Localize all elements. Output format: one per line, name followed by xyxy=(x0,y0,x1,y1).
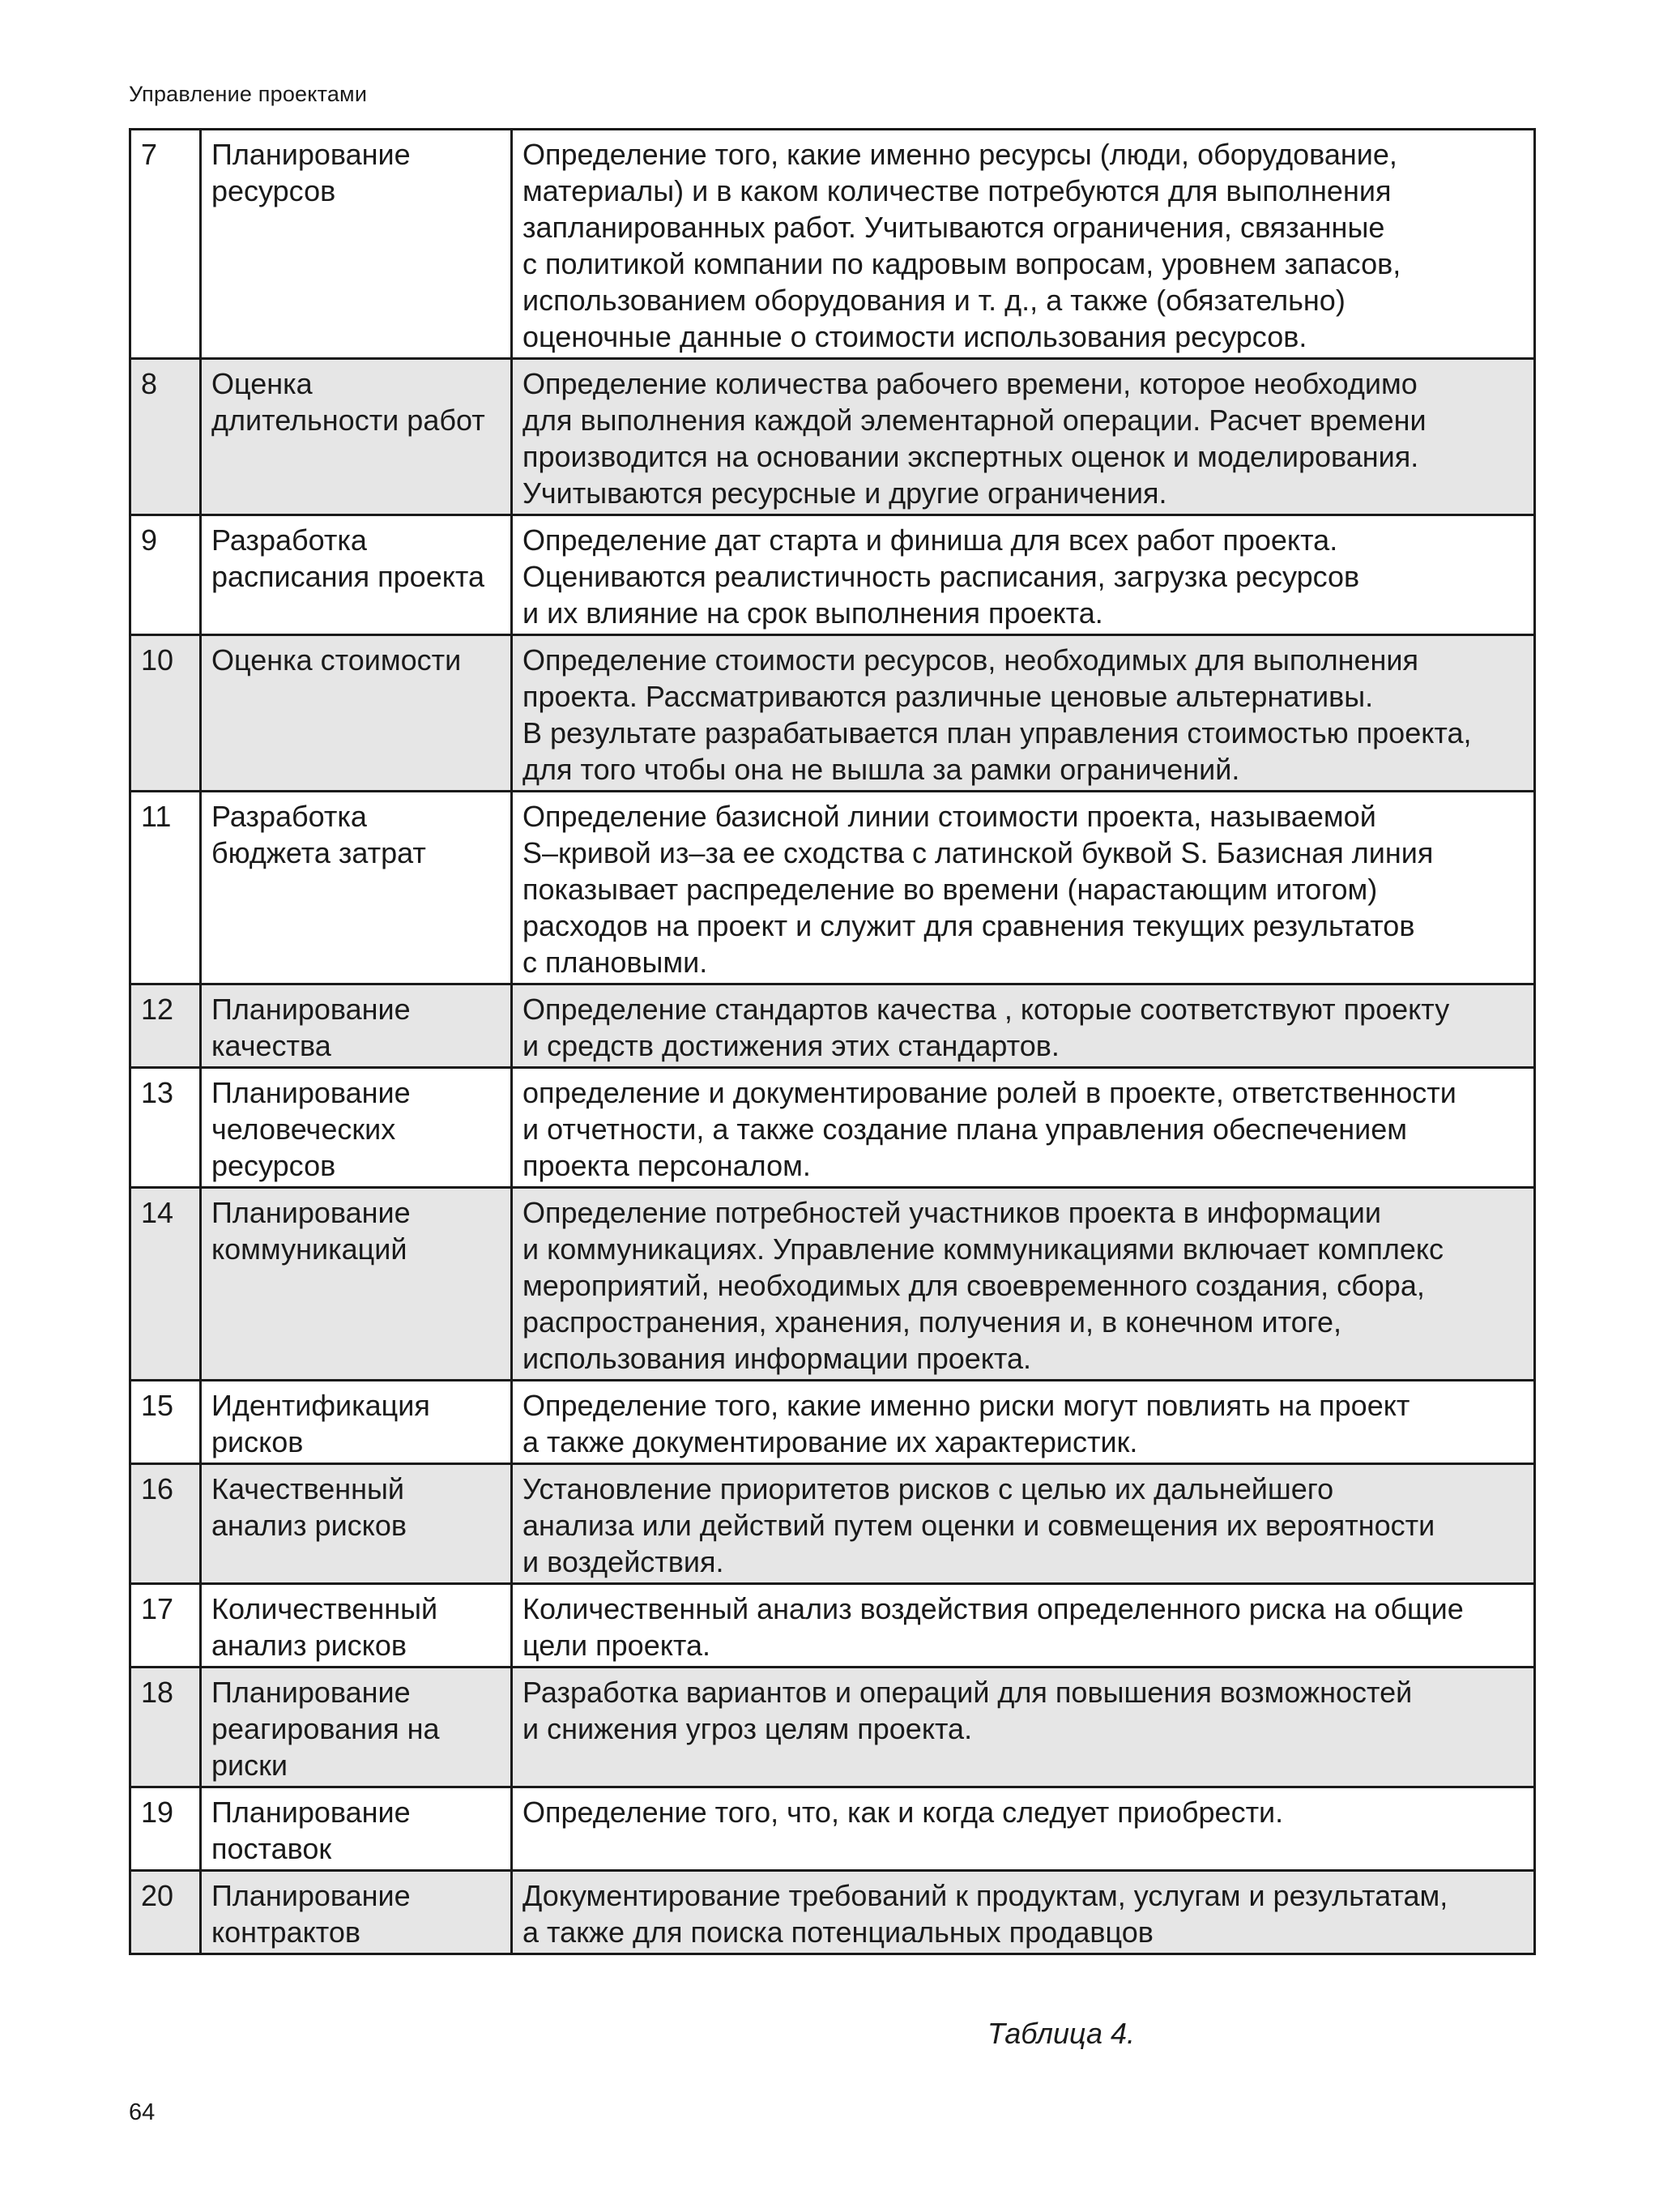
row-number-cell: 12 xyxy=(130,984,201,1068)
process-description-cell: Количественный анализ воздействия определенного риска на общие цели проекта. xyxy=(512,1584,1535,1668)
row-number-cell: 15 xyxy=(130,1381,201,1464)
table-row xyxy=(130,1381,1535,1464)
table-row xyxy=(130,1188,1535,1381)
process-description-cell: Определение того, какие именно ресурсы (люди, оборудование, материалы) и в каком количестве потребуются для выполнения запланированных работ. Учитываются ограничения, связанные с политикой компании по кадровым вопросам, уровнем запасов, использованием оборудования и т. д., а также (обязательно) оценочные данные о стоимости использования ресурсов. xyxy=(512,130,1535,359)
row-number-cell: 19 xyxy=(130,1787,201,1871)
page-number: 64 xyxy=(129,2099,156,2125)
process-name-cell: Разработка бюджета затрат xyxy=(201,792,512,984)
row-number-cell: 10 xyxy=(130,635,201,792)
row-number-cell: 16 xyxy=(130,1464,201,1584)
table-row xyxy=(130,1068,1535,1188)
process-description-cell: Определение потребностей участников проекта в информации и коммуникациях. Управление коммуникациями включает комплекс мероприятий, необходимых для своевременного создания, сбора, распространения, хранения, получения и, в конечном итоге, использования информации проекта. xyxy=(512,1188,1535,1381)
table-row xyxy=(130,359,1535,515)
row-number-cell: 18 xyxy=(130,1668,201,1787)
process-name-cell: Планирование коммуникаций xyxy=(201,1188,512,1381)
process-name-cell: Планирование качества xyxy=(201,984,512,1068)
table-row xyxy=(130,1787,1535,1871)
row-number-cell: 17 xyxy=(130,1584,201,1668)
process-name-cell: Планирование ресурсов xyxy=(201,130,512,359)
process-description-cell: Определение дат старта и финиша для всех работ проекта. Оцениваются реалистичность расписания, загрузка ресурсов и их влияние на срок выполнения проекта. xyxy=(512,515,1535,635)
row-number-cell: 14 xyxy=(130,1188,201,1381)
process-table-body xyxy=(130,130,1535,1954)
process-name-cell: Планирование поставок xyxy=(201,1787,512,1871)
running-header: Управление проектами xyxy=(129,82,368,106)
process-description-cell: Определение стандартов качества , которые соответствуют проекту и средств достижения этих стандартов. xyxy=(512,984,1535,1068)
table-row xyxy=(130,635,1535,792)
table-row xyxy=(130,1668,1535,1787)
process-description-cell: Установление приоритетов рисков с целью их дальнейшего анализа или действий путем оценки и совмещения их вероятности и воздействия. xyxy=(512,1464,1535,1584)
row-number-cell: 9 xyxy=(130,515,201,635)
process-name-cell: Планирование контрактов xyxy=(201,1871,512,1954)
table-row xyxy=(130,1584,1535,1668)
table-caption: Таблица 4. xyxy=(987,2017,1136,2050)
process-description-cell: Определение количества рабочего времени, которое необходимо для выполнения каждой элементарной операции. Расчет времени производится на основании экспертных оценок и моделирования. Учитываются ресурсные и другие ограничения. xyxy=(512,359,1535,515)
process-name-cell: Количественный анализ рисков xyxy=(201,1584,512,1668)
process-name-cell: Разработка расписания проекта xyxy=(201,515,512,635)
process-description-cell: Определение базисной линии стоимости проекта, называемой S–кривой из–за ее сходства с латинской буквой S. Базисная линия показывает распределение во времени (нарастающим итогом) расходов на проект и служит для сравнения текущих результатов с плановыми. xyxy=(512,792,1535,984)
row-number-cell: 11 xyxy=(130,792,201,984)
process-name-cell: Планирование реагирования на риски xyxy=(201,1668,512,1787)
process-name-cell: Оценка длительности работ xyxy=(201,359,512,515)
row-number-cell: 20 xyxy=(130,1871,201,1954)
table-row xyxy=(130,792,1535,984)
process-name-cell: Планирование человеческих ресурсов xyxy=(201,1068,512,1188)
process-description-cell: Определение стоимости ресурсов, необходимых для выполнения проекта. Рассматриваются различные ценовые альтернативы. В результате разрабатывается план управления стоимостью проекта, для того чтобы она не вышла за рамки ограничений. xyxy=(512,635,1535,792)
process-name-cell: Оценка стоимости xyxy=(201,635,512,792)
process-description-cell: определение и документирование ролей в проекте, ответственности и отчетности, а также создание плана управления обеспечением проекта персоналом. xyxy=(512,1068,1535,1188)
row-number-cell: 13 xyxy=(130,1068,201,1188)
table-row xyxy=(130,515,1535,635)
process-name-cell: Идентификация рисков xyxy=(201,1381,512,1464)
table-row xyxy=(130,1464,1535,1584)
process-description-cell: Определение того, какие именно риски могут повлиять на проект а также документирование их характеристик. xyxy=(512,1381,1535,1464)
process-description-cell: Документирование требований к продуктам, услугам и результатам, а также для поиска потенциальных продавцов xyxy=(512,1871,1535,1954)
table-row xyxy=(130,984,1535,1068)
process-name-cell: Качественный анализ рисков xyxy=(201,1464,512,1584)
table-row xyxy=(130,1871,1535,1954)
process-description-cell: Определение того, что, как и когда следует приобрести. xyxy=(512,1787,1535,1871)
row-number-cell: 8 xyxy=(130,359,201,515)
process-table xyxy=(129,128,1536,1955)
process-description-cell: Разработка вариантов и операций для повышения возможностей и снижения угроз целям проекта. xyxy=(512,1668,1535,1787)
table-row xyxy=(130,130,1535,359)
row-number-cell: 7 xyxy=(130,130,201,359)
